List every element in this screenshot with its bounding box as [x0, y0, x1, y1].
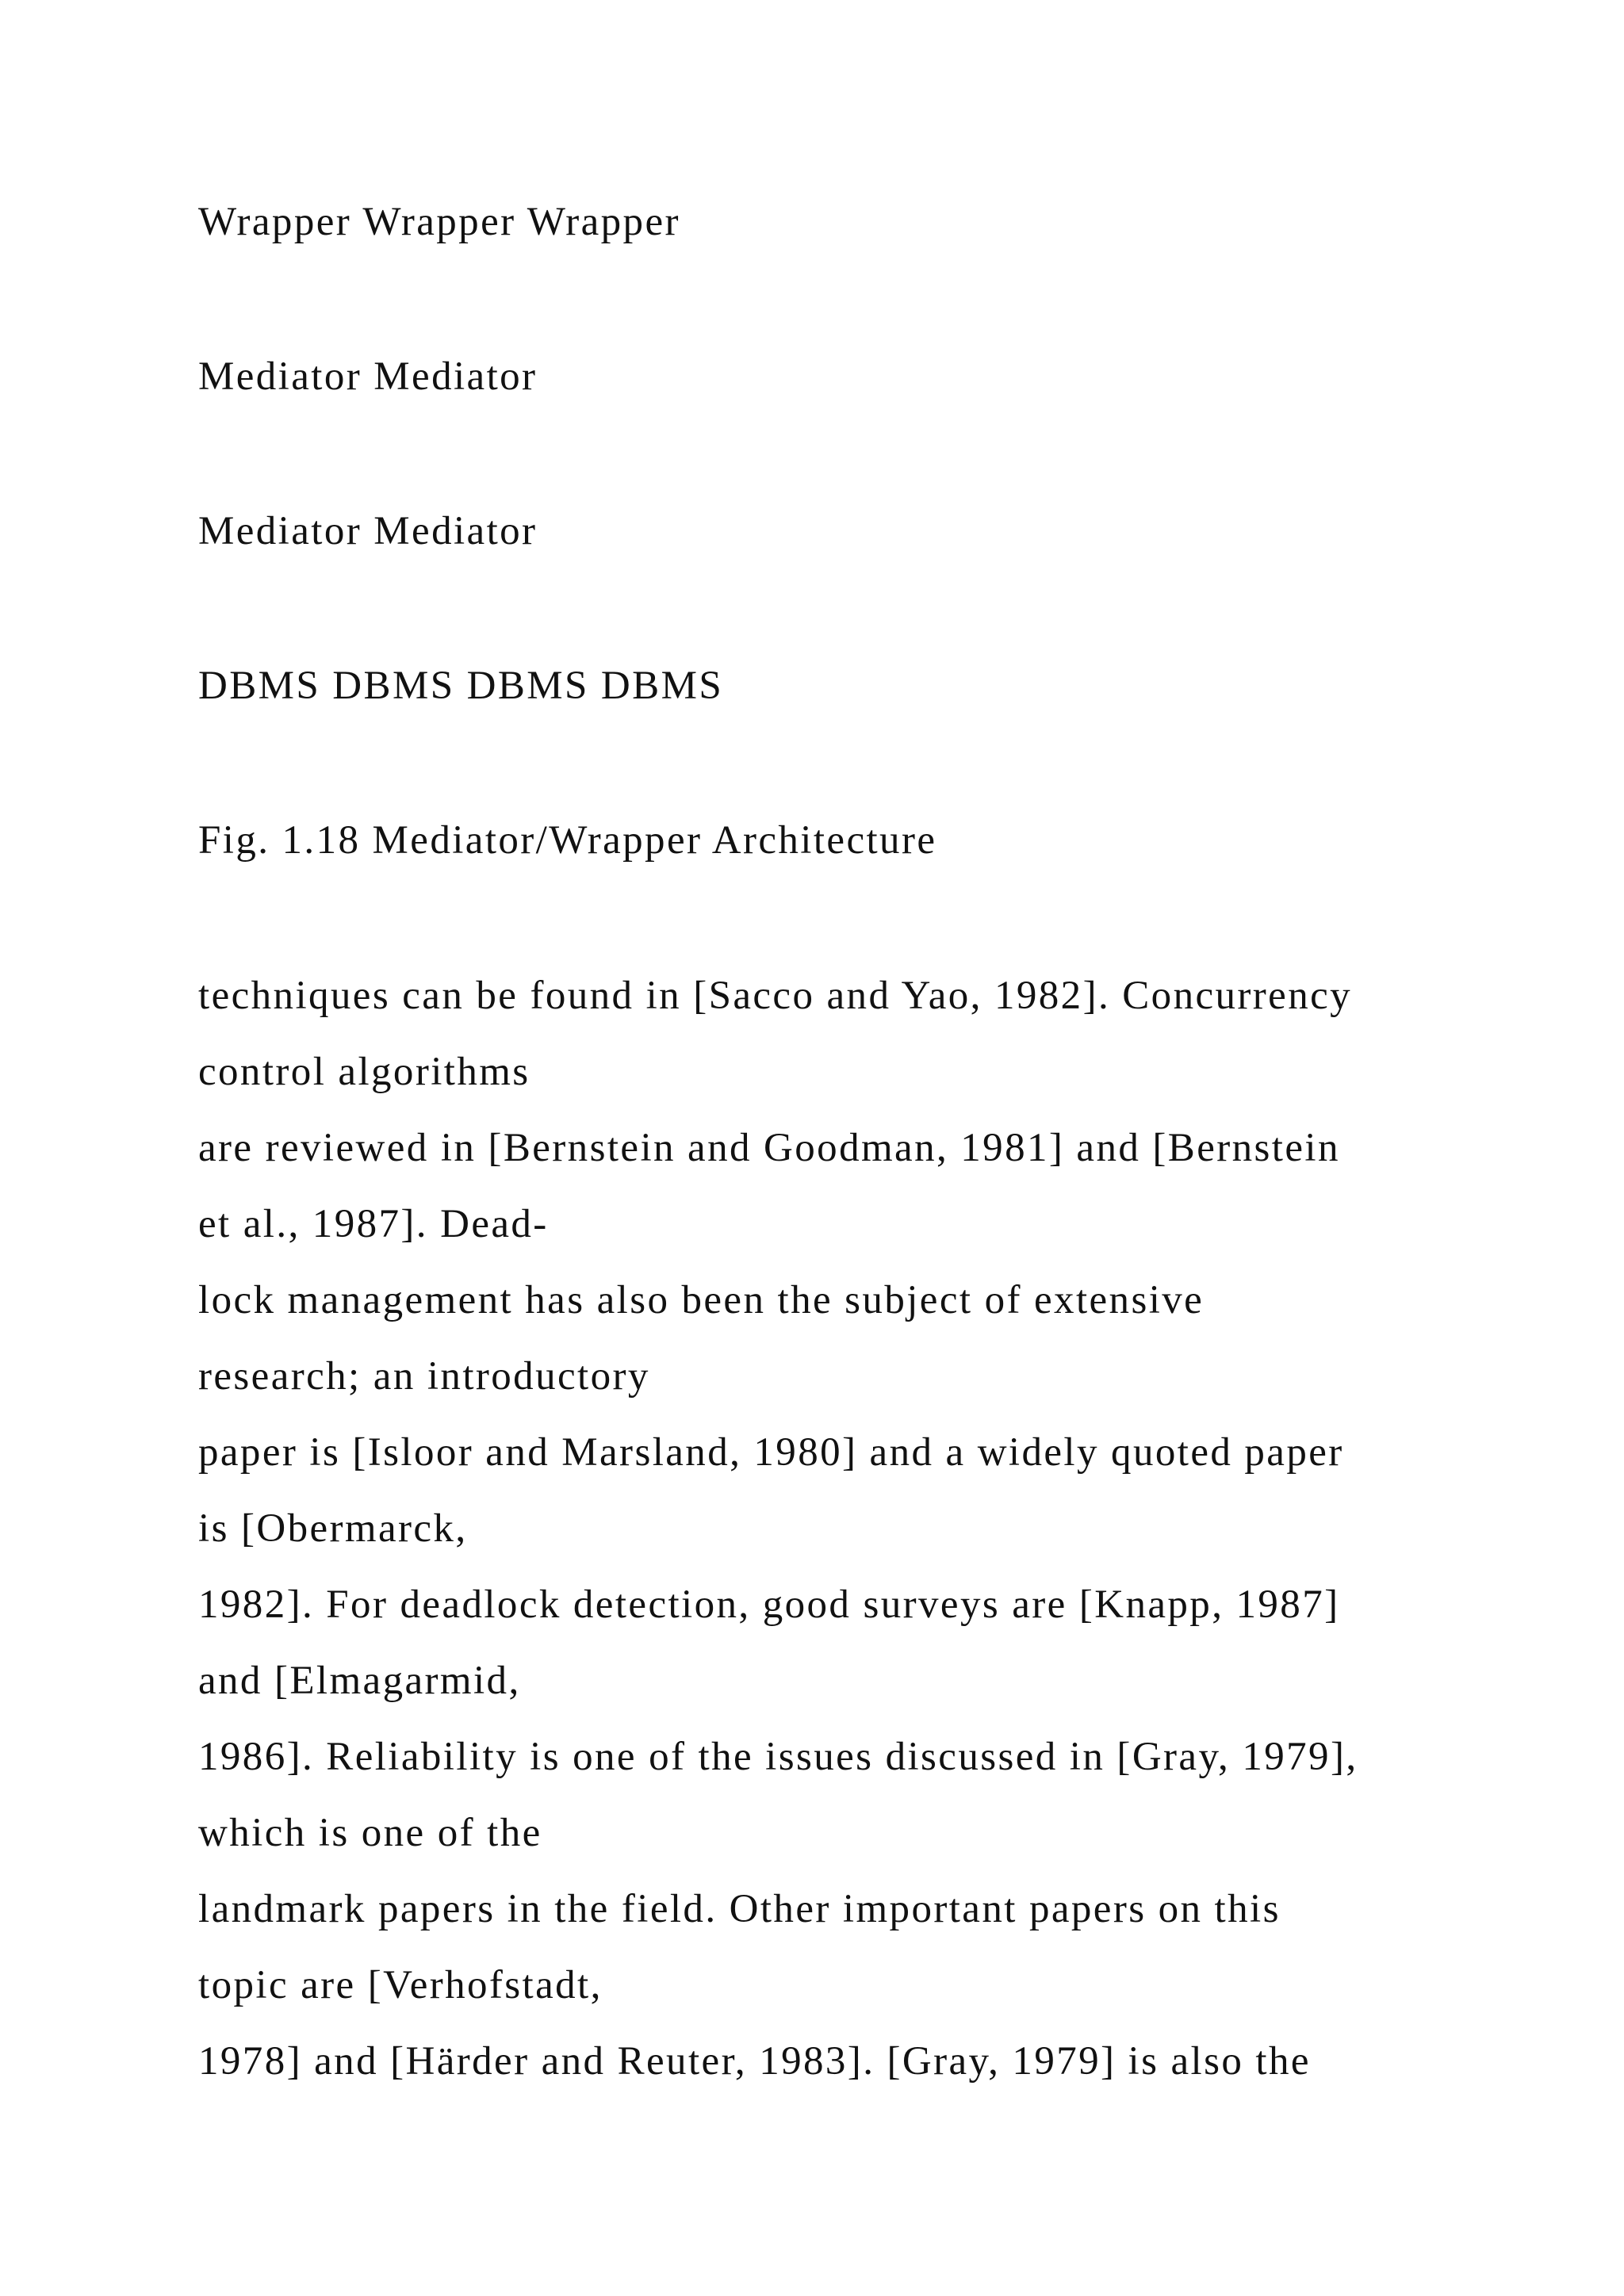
body-line: 1978] and [Härder and Reuter, 1983]. [Gray, 1979] is also the	[198, 2039, 1311, 2084]
body-line: paper is [Isloor and Marsland, 1980] and a widely quoted paper	[198, 1430, 1344, 1475]
body-line: control algorithms	[198, 1050, 530, 1094]
body-line: which is one of the	[198, 1811, 542, 1855]
body-line: and [Elmagarmid,	[198, 1659, 521, 1703]
figure-label-wrappers: Wrapper Wrapper Wrapper	[198, 200, 680, 244]
body-line: are reviewed in [Bernstein and Goodman, 1981] and [Bernstein	[198, 1126, 1340, 1170]
body-line: techniques can be found in [Sacco and Yao, 1982]. Concurrency	[198, 974, 1353, 1018]
body-line: et al., 1987]. Dead-	[198, 1202, 549, 1246]
body-line: 1986]. Reliability is one of the issues discussed in [Gray, 1979],	[198, 1735, 1358, 1779]
figure-caption: Fig. 1.18 Mediator/Wrapper Architecture	[198, 818, 937, 863]
figure-label-mediators-bottom: Mediator Mediator	[198, 509, 538, 553]
body-line: lock management has also been the subject of extensive	[198, 1278, 1205, 1322]
figure-label-mediators-top: Mediator Mediator	[198, 354, 538, 399]
body-line: topic are [Verhofstadt,	[198, 1963, 603, 2007]
body-line: research; an introductory	[198, 1354, 650, 1399]
body-line: landmark papers in the field. Other important papers on this	[198, 1887, 1281, 1931]
body-line: 1982]. For deadlock detection, good surveys are [Knapp, 1987]	[198, 1582, 1340, 1627]
body-line: is [Obermarck,	[198, 1506, 468, 1551]
figure-label-dbms: DBMS DBMS DBMS DBMS	[198, 664, 724, 708]
